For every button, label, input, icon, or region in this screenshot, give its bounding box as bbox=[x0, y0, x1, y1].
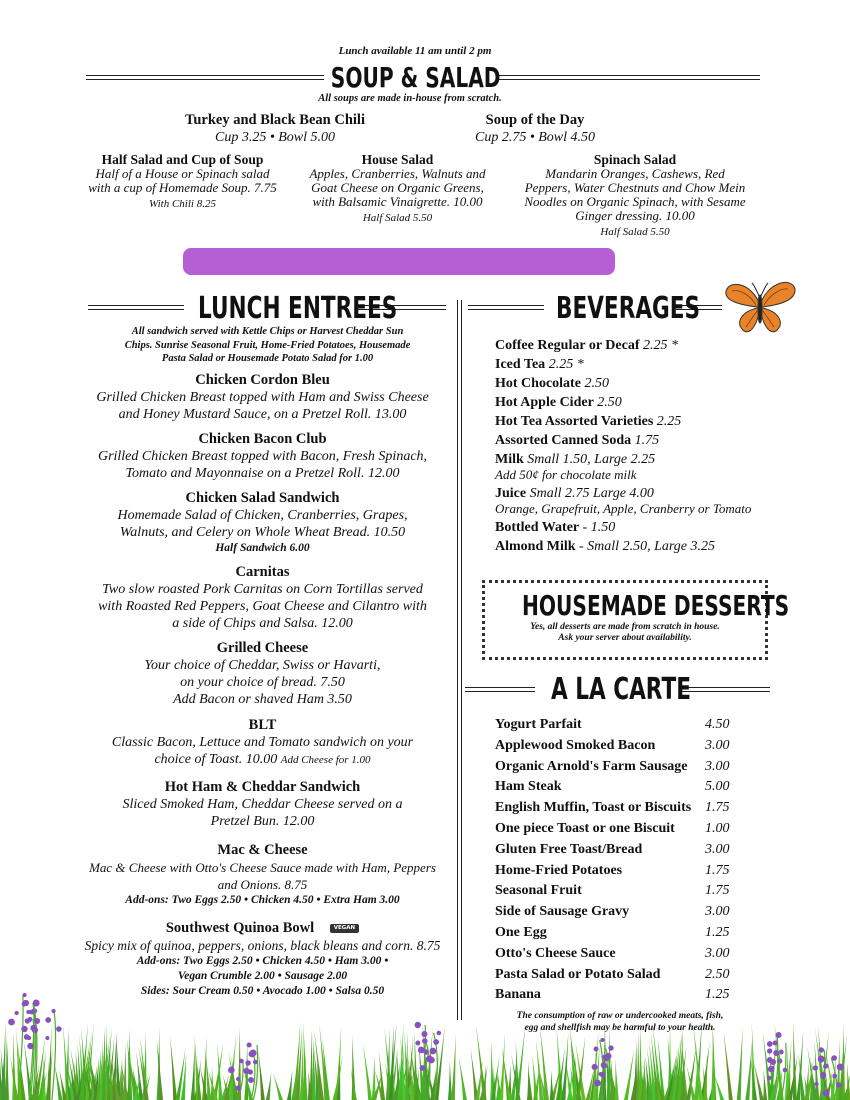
flower bbox=[430, 1048, 437, 1055]
butterfly-icon bbox=[722, 275, 798, 337]
flower bbox=[608, 1045, 613, 1050]
a-la-carte-item bbox=[495, 880, 740, 901]
flower bbox=[23, 993, 27, 997]
item-price: 3.00 bbox=[705, 945, 730, 961]
grass-blade bbox=[217, 1043, 222, 1100]
item-addons: Vegan Crumble 2.00 • Sausage 2.00 bbox=[177, 970, 348, 982]
item-name: Half Salad and Cup of Soup bbox=[101, 152, 264, 167]
item-name: Soup of the Day bbox=[485, 112, 585, 128]
flower bbox=[768, 1066, 775, 1073]
a-la-carte-item bbox=[495, 839, 740, 860]
item-desc: Your choice of Cheddar, Swiss or Havarti, bbox=[144, 658, 381, 673]
flower bbox=[820, 1072, 826, 1078]
section-title-a-la-carte: A LA CARTE bbox=[551, 672, 691, 707]
item-price: Cup 2.75 • Bowl 4.50 bbox=[474, 130, 596, 145]
item-desc: Half of a House or Spinach salad bbox=[95, 166, 270, 181]
grass-blade bbox=[287, 1069, 292, 1100]
item-addons: Add-ons: Two Eggs 2.50 • Chicken 4.50 • Ham 3.00 • bbox=[136, 955, 389, 967]
item-desc: Homemade Salad of Chicken, Cranberries, Grapes, bbox=[117, 508, 408, 523]
beverage-subnote: Add 50¢ for chocolate milk bbox=[495, 467, 637, 482]
flower bbox=[437, 1031, 442, 1036]
item-name: Side of Sausage Gravy bbox=[495, 904, 630, 920]
menu-item-blt bbox=[70, 717, 455, 769]
beverage-name: Assorted Canned Soda bbox=[495, 433, 632, 448]
a-la-carte-item bbox=[495, 943, 740, 964]
item-desc: a side of Chips and Salsa. 12.00 bbox=[172, 616, 353, 631]
menu-item-chicken-salad bbox=[70, 490, 455, 556]
flower bbox=[27, 1043, 33, 1049]
beverage-price: 2.50 bbox=[593, 395, 622, 410]
grass-blade bbox=[170, 1036, 177, 1100]
section-title-lunch-entrees: LUNCH ENTREES bbox=[198, 291, 398, 326]
flower bbox=[767, 1048, 772, 1053]
item-name: Yogurt Parfait bbox=[495, 717, 582, 732]
flower bbox=[836, 1082, 841, 1087]
item-name: Applewood Smoked Bacon bbox=[495, 737, 656, 753]
item-name: Chicken Salad Sandwich bbox=[185, 490, 340, 506]
flower bbox=[415, 1041, 420, 1046]
item-name: One Egg bbox=[495, 925, 547, 940]
flower bbox=[243, 1068, 249, 1074]
a-la-carte-item bbox=[495, 818, 740, 839]
section-title-desserts: HOUSEMADE DESSERTS bbox=[522, 589, 790, 622]
beverage-name: Coffee Regular or Decaf bbox=[495, 338, 640, 353]
beverage-price: 2.50 bbox=[580, 376, 609, 391]
flower bbox=[52, 1009, 56, 1013]
soup-salad-heading-wrap bbox=[300, 62, 520, 94]
flower bbox=[773, 1041, 778, 1046]
item-desc: Apples, Cranberries, Walnuts and bbox=[309, 166, 486, 181]
flower bbox=[599, 1072, 603, 1076]
flower bbox=[228, 1067, 235, 1074]
desserts-heading-wrap bbox=[482, 589, 790, 624]
item-desc: Mac & Cheese with Otto's Cheese Sauce made with Ham, Peppers bbox=[89, 860, 436, 875]
item-price: 3.00 bbox=[705, 758, 730, 774]
flower bbox=[814, 1082, 818, 1086]
item-name: Otto's Cheese Sauce bbox=[495, 945, 616, 961]
grass-blade bbox=[303, 1022, 307, 1100]
item-desc: Peppers, Water Chestnuts and Chow Mein bbox=[524, 180, 746, 195]
grass-blade bbox=[258, 1049, 265, 1100]
divider-line bbox=[465, 687, 535, 692]
flower bbox=[24, 1034, 30, 1040]
item-name: Organic Arnold's Farm Sausage bbox=[495, 758, 688, 774]
item-name: One piece Toast or one Biscuit bbox=[495, 821, 675, 836]
a-la-carte-item bbox=[495, 776, 740, 797]
beverage-item bbox=[495, 374, 795, 393]
grass-blade bbox=[266, 1072, 271, 1100]
item-name: Spinach Salad bbox=[593, 152, 677, 167]
grass-blade bbox=[363, 1043, 372, 1100]
grass-blade bbox=[505, 1075, 513, 1100]
divider-line bbox=[680, 687, 770, 692]
grass-blade bbox=[793, 1022, 797, 1100]
item-name-row bbox=[60, 920, 465, 937]
item-desc bbox=[70, 751, 455, 769]
entrees-note bbox=[95, 325, 440, 366]
flower bbox=[426, 1056, 433, 1063]
menu-item-mac-cheese bbox=[60, 842, 465, 908]
flower bbox=[56, 1026, 62, 1032]
desserts-note bbox=[482, 622, 768, 644]
a-la-carte-item bbox=[495, 797, 740, 818]
section-title-beverages: BEVERAGES bbox=[556, 291, 701, 326]
grass-decoration bbox=[0, 990, 850, 1100]
flower bbox=[767, 1057, 773, 1063]
flower bbox=[831, 1055, 837, 1061]
soup-subtitle: All soups are made in-house from scratch. bbox=[318, 93, 502, 104]
item-desc: with a cup of Homemade Soup. 7.75 bbox=[88, 180, 277, 195]
beverage-price: 1.75 bbox=[631, 433, 660, 448]
lunch-hours: Lunch available 11 am until 2 pm bbox=[338, 45, 492, 57]
item-desc: Goat Cheese on Organic Greens, bbox=[311, 180, 484, 195]
item-price: 3.00 bbox=[705, 904, 730, 920]
grass-blade bbox=[550, 1070, 554, 1100]
flower bbox=[601, 1062, 607, 1068]
item-desc-text: choice of Toast. 10.00 bbox=[154, 752, 278, 767]
item-desc: Two slow roasted Pork Carnitas on Corn Tortillas served bbox=[102, 582, 423, 597]
item-name: Home-Fried Potatoes bbox=[495, 862, 623, 878]
disclaimer-line: egg and shellfish may be harmful to your health. bbox=[524, 1023, 716, 1033]
menu-item-ham-cheddar bbox=[70, 779, 455, 830]
item-price: 1.75 bbox=[705, 862, 730, 878]
flower bbox=[433, 1039, 439, 1045]
flower bbox=[594, 1080, 601, 1087]
item-desc: and Honey Mustard Sauce, on a Pretzel Roll. 13.00 bbox=[118, 407, 407, 422]
beverage-price: - 1.50 bbox=[579, 520, 616, 535]
flower bbox=[422, 1038, 428, 1044]
flower bbox=[813, 1065, 818, 1070]
item-desc: Grilled Chicken Breast topped with Bacon, Fresh Spinach, bbox=[97, 449, 428, 464]
item-name: Mac & Cheese bbox=[217, 842, 308, 858]
beverage-price: - Small 2.50, Large 3.25 bbox=[575, 539, 715, 554]
flower bbox=[8, 1019, 15, 1026]
grass-blade bbox=[459, 1057, 467, 1100]
grass-blade bbox=[745, 1039, 752, 1100]
purple-banner bbox=[183, 248, 615, 275]
item-desc: Spicy mix of quinoa, peppers, onions, black bleans and corn. 8.75 bbox=[84, 938, 441, 953]
grass-blade bbox=[372, 1054, 376, 1100]
flower bbox=[420, 1065, 426, 1071]
item-desc: Walnuts, and Celery on Whole Wheat Bread. 10.50 bbox=[119, 525, 406, 540]
note-line: All sandwich served with Kettle Chips or Harvest Cheddar Sun bbox=[131, 326, 404, 337]
divider-line bbox=[496, 75, 760, 80]
item-price: 1.00 bbox=[705, 821, 730, 836]
grass-blade bbox=[448, 1060, 452, 1100]
a-la-carte-item bbox=[495, 714, 740, 735]
a-la-carte-item bbox=[495, 756, 740, 777]
menu-item-half-salad-soup bbox=[70, 152, 295, 212]
item-price: 3.00 bbox=[705, 737, 730, 753]
item-name: Turkey and Black Bean Chili bbox=[185, 112, 365, 128]
flower bbox=[23, 1000, 29, 1006]
flower bbox=[823, 1090, 830, 1097]
item-name: Carnitas bbox=[235, 564, 290, 580]
grass-blade bbox=[476, 1025, 487, 1100]
menu-item-cordon-bleu bbox=[70, 372, 455, 423]
flower bbox=[14, 1011, 18, 1015]
a-la-carte-item bbox=[495, 735, 740, 756]
beverage-price: Small 2.75 Large 4.00 bbox=[526, 486, 654, 501]
item-name: Hot Ham & Cheddar Sandwich bbox=[164, 779, 361, 795]
flower bbox=[421, 1031, 427, 1037]
grass-blade bbox=[723, 1031, 732, 1100]
item-extra: Half Sandwich 6.00 bbox=[215, 542, 310, 554]
item-price: Cup 3.25 • Bowl 5.00 bbox=[214, 130, 336, 145]
menu-item-house-salad bbox=[295, 152, 500, 226]
flower bbox=[29, 1009, 34, 1014]
item-desc: Sliced Smoked Ham, Cheddar Cheese served on a bbox=[122, 797, 403, 812]
beverage-price: Small 1.50, Large 2.25 bbox=[523, 452, 656, 467]
item-desc: Mandarin Oranges, Cashews, Red bbox=[545, 166, 725, 181]
item-name: BLT bbox=[248, 717, 277, 733]
item-name: Gluten Free Toast/Bread bbox=[495, 841, 643, 857]
item-desc: Grilled Chicken Breast topped with Ham and Swiss Cheese bbox=[96, 390, 429, 405]
flower bbox=[818, 1056, 825, 1063]
beverages-heading-wrap bbox=[535, 291, 701, 326]
grass-blade bbox=[847, 1063, 850, 1100]
grass-blade bbox=[615, 1058, 619, 1100]
item-price: 4.50 bbox=[705, 717, 730, 732]
beverage-name: Hot Apple Cider bbox=[495, 395, 594, 410]
flower bbox=[418, 1047, 425, 1054]
item-addons: Add-ons: Two Eggs 2.50 • Chicken 4.50 • Extra Ham 3.00 bbox=[125, 894, 400, 906]
item-extra: Add Cheese for 1.00 bbox=[280, 754, 371, 766]
note-line: Chips. Sunrise Seasonal Fruit, Home-Fried Potatoes, Housemade bbox=[124, 339, 411, 351]
item-name: Pasta Salad or Potato Salad bbox=[495, 966, 661, 982]
beverage-price: 2.25 bbox=[653, 414, 682, 429]
item-extra: Half Salad 5.50 bbox=[600, 226, 670, 238]
grass-blade bbox=[516, 1041, 520, 1100]
item-name: Ham Steak bbox=[495, 779, 562, 795]
grass-blade bbox=[763, 1069, 767, 1100]
item-desc: Add Bacon or shaved Ham 3.50 bbox=[173, 692, 352, 707]
flower bbox=[819, 1047, 824, 1052]
item-name: Grilled Cheese bbox=[216, 640, 309, 656]
item-price: 3.00 bbox=[705, 841, 730, 857]
beverage-item bbox=[495, 537, 795, 556]
a-la-carte-item bbox=[495, 922, 740, 943]
beverage-item bbox=[495, 355, 795, 374]
flower bbox=[45, 1036, 49, 1040]
entrees-heading-wrap bbox=[170, 291, 398, 326]
item-price: 1.25 bbox=[705, 987, 730, 1003]
flower bbox=[832, 1074, 837, 1079]
item-sides: Sides: Sour Cream 0.50 • Avocado 1.00 • Salsa 0.50 bbox=[140, 985, 385, 997]
beverage-price: 2.25 * bbox=[639, 338, 678, 353]
beverage-name: Juice bbox=[495, 486, 527, 501]
flower bbox=[236, 1085, 241, 1090]
flower bbox=[767, 1041, 773, 1047]
flower bbox=[33, 1000, 40, 1007]
menu-item-bacon-club bbox=[70, 431, 455, 482]
beverage-name: Hot Tea Assorted Varieties bbox=[495, 414, 654, 429]
item-name: Chicken Bacon Club bbox=[198, 431, 327, 447]
flower bbox=[34, 1018, 40, 1024]
item-name: Southwest Quinoa Bowl bbox=[165, 920, 315, 936]
item-extra: With Chili 8.25 bbox=[149, 198, 216, 210]
beverage-item bbox=[495, 336, 795, 355]
flower bbox=[837, 1064, 844, 1071]
item-desc: Pretzel Bun. 12.00 bbox=[210, 814, 315, 829]
beverage-name: Iced Tea bbox=[495, 357, 546, 372]
flower bbox=[45, 1017, 51, 1023]
flower bbox=[605, 1053, 611, 1059]
item-name: Banana bbox=[495, 987, 541, 1003]
a-la-carte-item bbox=[495, 964, 740, 985]
item-extra: Half Salad 5.50 bbox=[362, 212, 433, 224]
item-desc: Noodles on Organic Spinach, with Sesame bbox=[524, 194, 746, 209]
item-desc: Classic Bacon, Lettuce and Tomato sandwich on your bbox=[111, 735, 414, 750]
flower bbox=[28, 1017, 32, 1021]
alacarte-heading-wrap bbox=[530, 672, 691, 707]
beverage-name: Hot Chocolate bbox=[495, 376, 581, 391]
item-desc: Ginger dressing. 10.00 bbox=[575, 208, 695, 223]
flower bbox=[773, 1050, 779, 1056]
flower bbox=[21, 1026, 27, 1032]
flower bbox=[248, 1077, 254, 1083]
item-price: 5.00 bbox=[705, 779, 730, 795]
beverage-subnote: Orange, Grapefruit, Apple, Cranberry or Tomato bbox=[495, 501, 752, 516]
item-name: House Salad bbox=[361, 152, 434, 167]
beverage-name: Milk bbox=[495, 452, 524, 467]
note-line: Yes, all desserts are made from scratch in house. bbox=[530, 622, 720, 632]
menu-item-grilled-cheese bbox=[70, 640, 455, 708]
beverage-item bbox=[495, 431, 795, 450]
vegan-badge: VEGAN bbox=[330, 924, 359, 933]
divider-line bbox=[468, 305, 544, 310]
grass-blade bbox=[527, 1061, 531, 1100]
beverage-item bbox=[495, 412, 795, 431]
item-desc: with Balsamic Vinaigrette. 10.00 bbox=[312, 194, 483, 209]
flower bbox=[245, 1060, 250, 1065]
item-desc: and Onions. 8.75 bbox=[217, 877, 308, 892]
menu-item-soup-of-day bbox=[410, 112, 660, 146]
menu-item-spinach-salad bbox=[510, 152, 760, 240]
item-price: 2.50 bbox=[705, 966, 730, 982]
menu-item-carnitas bbox=[70, 564, 455, 632]
flower bbox=[30, 1025, 37, 1032]
beverage-name: Almond Milk bbox=[495, 539, 576, 554]
flower bbox=[239, 1059, 244, 1064]
beverage-name: Bottled Water bbox=[495, 520, 580, 535]
column-divider bbox=[461, 300, 462, 1020]
item-name: English Muffin, Toast or Biscuits bbox=[495, 800, 692, 816]
flower bbox=[250, 1050, 257, 1057]
flower bbox=[600, 1038, 604, 1042]
flower bbox=[767, 1076, 771, 1080]
grass-blade bbox=[451, 1033, 456, 1100]
section-title-soup-salad: SOUP & SALAD bbox=[330, 61, 501, 94]
flower bbox=[592, 1064, 598, 1070]
menu-item-chili bbox=[150, 112, 400, 146]
flower bbox=[823, 1063, 828, 1068]
item-desc: with Roasted Red Peppers, Goat Cheese and Cilantro with bbox=[98, 599, 427, 614]
a-la-carte-item bbox=[495, 860, 740, 881]
item-desc: on your choice of bread. 7.50 bbox=[180, 675, 345, 690]
menu-item-quinoa-bowl bbox=[60, 920, 465, 999]
grass-blade bbox=[273, 1073, 283, 1100]
flower bbox=[783, 1068, 788, 1073]
item-name: Chicken Cordon Bleu bbox=[195, 372, 330, 388]
beverages-list bbox=[495, 336, 795, 556]
flower bbox=[253, 1060, 258, 1065]
item-desc: Tomato and Mayonnaise on a Pretzel Roll. 12.00 bbox=[125, 466, 400, 481]
flower bbox=[415, 1022, 421, 1028]
item-price: 1.75 bbox=[705, 800, 730, 816]
item-name: Seasonal Fruit bbox=[495, 883, 582, 899]
flower bbox=[593, 1046, 598, 1051]
grass-blade bbox=[191, 1044, 195, 1100]
note-line: Ask your server about availability. bbox=[558, 633, 692, 643]
a-la-carte-item bbox=[495, 901, 740, 922]
flower bbox=[776, 1032, 782, 1038]
column-divider bbox=[457, 300, 458, 1020]
beverage-item bbox=[495, 518, 795, 537]
note-line: Pasta Salad or Housemade Potato Salad for 1.00 bbox=[161, 353, 374, 364]
grass-blade bbox=[737, 1026, 743, 1100]
disclaimer-line: The consumption of raw or undercooked meats, fish, bbox=[516, 1011, 724, 1021]
beverage-item bbox=[495, 393, 795, 412]
grass-blade bbox=[10, 1056, 18, 1100]
item-price: 1.75 bbox=[705, 883, 730, 899]
flower bbox=[247, 1043, 252, 1048]
flower bbox=[236, 1077, 240, 1081]
item-price: 1.25 bbox=[705, 925, 730, 940]
beverage-price: 2.25 * bbox=[545, 357, 584, 372]
divider-line bbox=[86, 75, 324, 80]
